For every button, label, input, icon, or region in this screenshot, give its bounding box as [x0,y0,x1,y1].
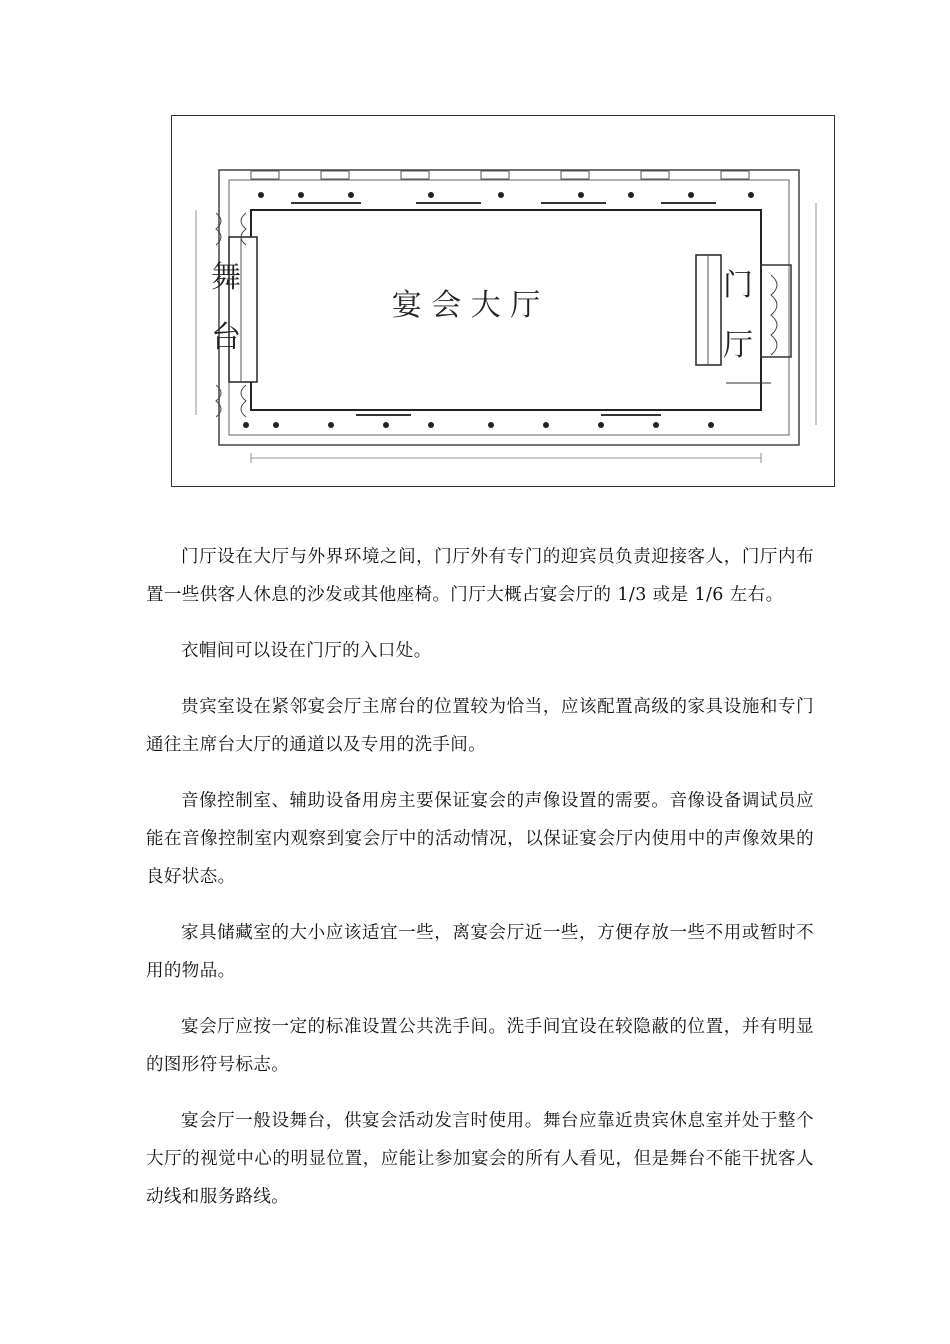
article-body [146,538,814,1234]
hall-label: 宴 会 大 厅 [391,288,541,323]
floor-plan-figure [171,115,835,487]
paragraph-cloakroom: 衣帽间可以设在门厅的入口处。 [181,641,432,661]
stage-label-bottom: 台 [211,320,241,355]
paragraph-restroom: 宴会厅应按一定的标准设置公共洗手间。洗手间宜设在较隐蔽的位置，并有明显的图形符号标志。 [146,1017,814,1075]
floor-plan-drawing [171,115,835,487]
paragraph-vip-room: 贵宾室设在紧邻宴会厅主席台的位置较为恰当，应该配置高级的家具设施和专门通往主席台大厅的通道以及专用的洗手间。 [146,697,814,755]
lobby-label-top: 门 [723,268,753,303]
paragraph-av-control: 音像控制室、辅助设备用房主要保证宴会的声像设置的需要。音像设备调试员应能在音像控制室内观察到宴会厅中的活动情况，以保证宴会厅内使用中的声像效果的良好状态。 [146,791,814,887]
stage-area [229,237,257,382]
paragraph-stage: 宴会厅一般设舞台，供宴会活动发言时使用。舞台应靠近贵宾休息室并处于整个大厅的视觉中心的明显位置，应能让参加宴会的所有人看见，但是舞台不能干扰客人动线和服务路线。 [146,1111,814,1207]
paragraph-lobby: 门厅设在大厅与外界环境之间，门厅外有专门的迎宾员负责迎接客人，门厅内布置一些供客人休息的沙发或其他座椅。门厅大概占宴会厅的 1/3 或是 1/6 左右。 [146,547,814,605]
lobby-label-bottom: 厅 [723,328,753,363]
stage-label-top: 舞 [211,260,241,295]
paragraph-storage: 家具储藏室的大小应该适宜一些，离宴会厅近一些，方便存放一些不用或暂时不用的物品。 [146,923,814,981]
